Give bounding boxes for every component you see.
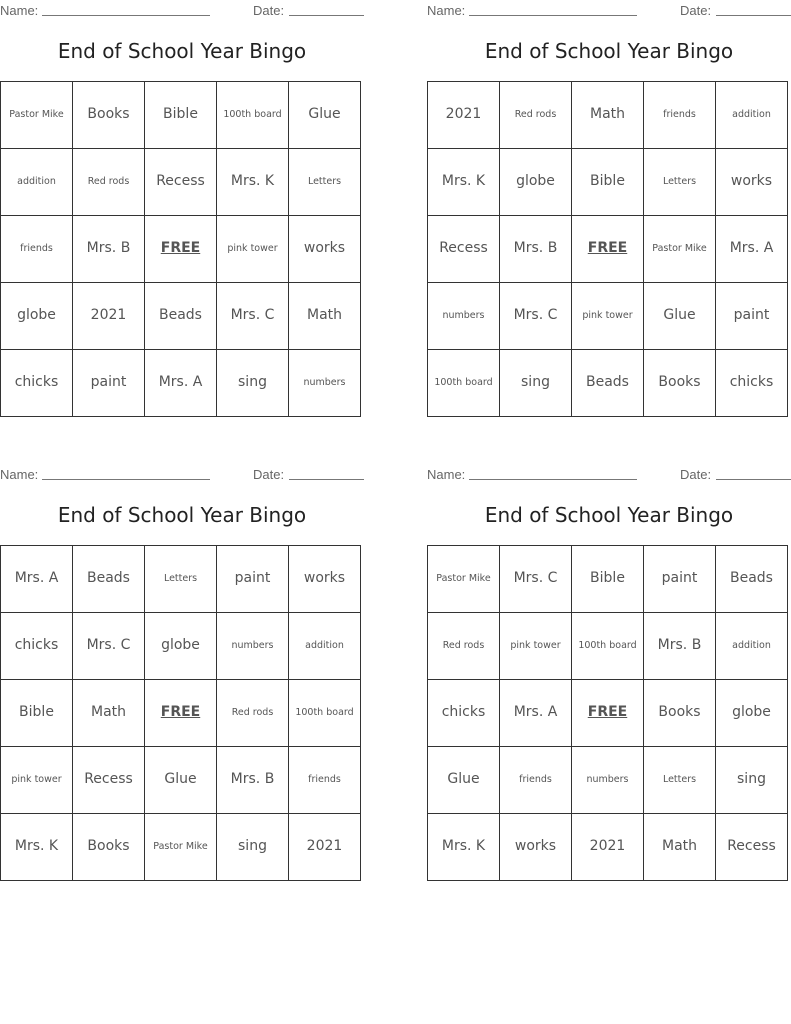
bingo-card: [0, 464, 364, 855]
bingo-cell: Math: [572, 82, 644, 149]
bingo-cell: addition: [289, 613, 361, 680]
free-space-cell: FREE: [572, 680, 644, 747]
card-header: [427, 464, 791, 486]
date-label: Date:: [253, 3, 285, 18]
card-title: End of School Year Bingo: [484, 503, 734, 527]
bingo-cell: paint: [73, 350, 145, 417]
card-header: [427, 0, 791, 22]
bingo-cell: friends: [500, 747, 572, 814]
grid-row: [428, 149, 788, 216]
bingo-cell: Books: [73, 814, 145, 881]
bingo-cell: Recess: [716, 814, 788, 881]
name-label: Name:: [427, 3, 466, 18]
bingo-cell: Mrs. A: [716, 216, 788, 283]
bingo-cell: paint: [217, 546, 289, 613]
grid-row: [428, 546, 788, 613]
bingo-cell: Mrs. B: [217, 747, 289, 814]
name-label: Name:: [0, 3, 39, 18]
grid-row: [1, 216, 361, 283]
bingo-cell: Mrs. K: [217, 149, 289, 216]
bingo-cell: paint: [716, 283, 788, 350]
name-label: Name:: [0, 467, 39, 482]
grid-row: [1, 350, 361, 417]
bingo-cell: Books: [644, 680, 716, 747]
bingo-cell: Books: [73, 82, 145, 149]
bingo-grid: [0, 81, 361, 417]
bingo-grid: [427, 81, 788, 417]
bingo-cell: Bible: [572, 546, 644, 613]
bingo-cell: pink tower: [500, 613, 572, 680]
bingo-cell: Mrs. K: [1, 814, 73, 881]
card-header: [0, 464, 364, 486]
bingo-cell: 2021: [73, 283, 145, 350]
bingo-cell: Pastor Mike: [644, 216, 716, 283]
bingo-cell: works: [500, 814, 572, 881]
bingo-cell: friends: [644, 82, 716, 149]
bingo-cell: Letters: [644, 149, 716, 216]
bingo-cell: 100th board: [217, 82, 289, 149]
grid-row: [1, 82, 361, 149]
bingo-cell: numbers: [217, 613, 289, 680]
bingo-cell: chicks: [1, 350, 73, 417]
date-label: Date:: [680, 3, 712, 18]
date-label: Date:: [680, 467, 712, 482]
bingo-cell: Pastor Mike: [1, 82, 73, 149]
bingo-cell: Mrs. C: [500, 546, 572, 613]
bingo-cell: Beads: [145, 283, 217, 350]
bingo-cell: works: [716, 149, 788, 216]
bingo-cell: chicks: [716, 350, 788, 417]
bingo-cell: Mrs. K: [428, 149, 500, 216]
bingo-card: [427, 0, 791, 391]
bingo-cell: Books: [644, 350, 716, 417]
date-blank: [716, 479, 791, 480]
bingo-cell: Mrs. B: [500, 216, 572, 283]
bingo-cell: Red rods: [73, 149, 145, 216]
bingo-cell: Recess: [428, 216, 500, 283]
bingo-cell: globe: [716, 680, 788, 747]
bingo-cell: friends: [1, 216, 73, 283]
bingo-cell: Mrs. K: [428, 814, 500, 881]
bingo-cell: pink tower: [1, 747, 73, 814]
bingo-cell: Recess: [73, 747, 145, 814]
grid-row: [1, 680, 361, 747]
free-space-cell: FREE: [145, 680, 217, 747]
bingo-cell: Math: [644, 814, 716, 881]
bingo-cell: sing: [500, 350, 572, 417]
bingo-cell: sing: [716, 747, 788, 814]
bingo-cell: Bible: [572, 149, 644, 216]
bingo-cell: 2021: [428, 82, 500, 149]
bingo-cell: Glue: [145, 747, 217, 814]
bingo-cell: Glue: [289, 82, 361, 149]
bingo-card: [427, 464, 791, 855]
grid-row: [1, 149, 361, 216]
name-blank: [42, 479, 210, 480]
bingo-cell: addition: [716, 613, 788, 680]
bingo-cell: Letters: [644, 747, 716, 814]
grid-row: [428, 814, 788, 881]
bingo-cell: numbers: [572, 747, 644, 814]
bingo-cell: Beads: [572, 350, 644, 417]
bingo-cell: Bible: [145, 82, 217, 149]
bingo-cell: Red rods: [500, 82, 572, 149]
date-blank: [289, 15, 364, 16]
bingo-cell: Math: [73, 680, 145, 747]
free-space-cell: FREE: [145, 216, 217, 283]
bingo-cell: 100th board: [572, 613, 644, 680]
bingo-cell: pink tower: [217, 216, 289, 283]
name-blank: [469, 479, 637, 480]
bingo-cell: sing: [217, 350, 289, 417]
bingo-cell: chicks: [428, 680, 500, 747]
bingo-card: [0, 0, 364, 391]
bingo-cell: Beads: [73, 546, 145, 613]
bingo-cell: 100th board: [428, 350, 500, 417]
bingo-cell: Mrs. A: [1, 546, 73, 613]
name-blank: [469, 15, 637, 16]
bingo-cell: Glue: [428, 747, 500, 814]
grid-row: [428, 350, 788, 417]
bingo-cell: Glue: [644, 283, 716, 350]
bingo-cell: globe: [1, 283, 73, 350]
card-title: End of School Year Bingo: [57, 39, 307, 63]
bingo-cell: chicks: [1, 613, 73, 680]
card-title: End of School Year Bingo: [57, 503, 307, 527]
card-title: End of School Year Bingo: [484, 39, 734, 63]
bingo-cell: numbers: [428, 283, 500, 350]
bingo-cell: Pastor Mike: [145, 814, 217, 881]
bingo-cell: Mrs. B: [73, 216, 145, 283]
bingo-cell: Mrs. C: [73, 613, 145, 680]
free-space-cell: FREE: [572, 216, 644, 283]
bingo-cell: 2021: [289, 814, 361, 881]
bingo-cell: Mrs. A: [500, 680, 572, 747]
bingo-cell: Pastor Mike: [428, 546, 500, 613]
bingo-cell: addition: [716, 82, 788, 149]
name-label: Name:: [427, 467, 466, 482]
bingo-cell: Mrs. A: [145, 350, 217, 417]
bingo-cell: Beads: [716, 546, 788, 613]
bingo-cell: Bible: [1, 680, 73, 747]
card-header: [0, 0, 364, 22]
bingo-cell: addition: [1, 149, 73, 216]
bingo-cell: pink tower: [572, 283, 644, 350]
grid-row: [1, 613, 361, 680]
bingo-cell: works: [289, 216, 361, 283]
bingo-cell: Mrs. B: [644, 613, 716, 680]
grid-row: [1, 814, 361, 881]
bingo-cell: Recess: [145, 149, 217, 216]
bingo-cell: globe: [500, 149, 572, 216]
bingo-cell: globe: [145, 613, 217, 680]
grid-row: [1, 747, 361, 814]
bingo-cell: Mrs. C: [500, 283, 572, 350]
bingo-grid: [0, 545, 361, 881]
grid-row: [428, 613, 788, 680]
bingo-cell: sing: [217, 814, 289, 881]
date-blank: [716, 15, 791, 16]
date-label: Date:: [253, 467, 285, 482]
bingo-cell: works: [289, 546, 361, 613]
grid-row: [428, 680, 788, 747]
grid-row: [1, 546, 361, 613]
bingo-cell: Math: [289, 283, 361, 350]
name-blank: [42, 15, 210, 16]
bingo-cell: 100th board: [289, 680, 361, 747]
grid-row: [428, 82, 788, 149]
bingo-grid: [427, 545, 788, 881]
bingo-cell: Mrs. C: [217, 283, 289, 350]
bingo-cell: Letters: [145, 546, 217, 613]
bingo-cell: Red rods: [428, 613, 500, 680]
grid-row: [428, 747, 788, 814]
bingo-cell: friends: [289, 747, 361, 814]
bingo-cell: numbers: [289, 350, 361, 417]
bingo-cell: paint: [644, 546, 716, 613]
grid-row: [428, 216, 788, 283]
bingo-cell: Letters: [289, 149, 361, 216]
bingo-cell: 2021: [572, 814, 644, 881]
bingo-cell: Red rods: [217, 680, 289, 747]
date-blank: [289, 479, 364, 480]
grid-row: [428, 283, 788, 350]
grid-row: [1, 283, 361, 350]
